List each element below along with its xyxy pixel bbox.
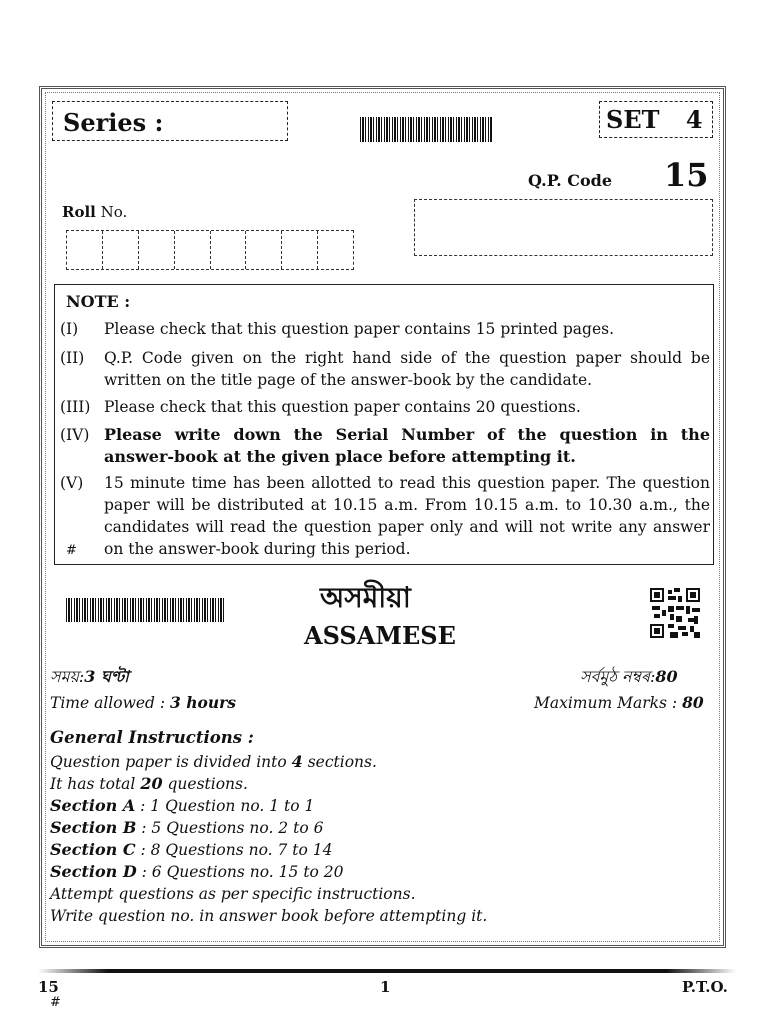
section-line <box>50 818 323 837</box>
set-label: SET 4 <box>606 105 703 134</box>
roll-no-label <box>62 203 127 221</box>
maximum-marks <box>534 693 704 712</box>
roll-digit-box[interactable] <box>211 231 247 269</box>
section-name: Section B <box>50 818 137 837</box>
note-item <box>60 396 710 418</box>
series-label: Series : <box>63 108 164 137</box>
instruction-line: Attempt questions as per specific instructions. <box>50 885 416 903</box>
roll-digit-box[interactable] <box>139 231 175 269</box>
set-box <box>599 101 713 138</box>
pto-label: P.T.O. <box>682 978 728 996</box>
time-allowed-label: Time allowed : <box>50 694 166 712</box>
roll-digit-box[interactable] <box>103 231 139 269</box>
time-script-label <box>50 664 129 691</box>
instruction-number: 4 <box>291 752 303 771</box>
section-name: Section D <box>50 862 137 881</box>
roll-no-boxes[interactable] <box>66 230 354 270</box>
note-item <box>60 472 710 560</box>
subject-title-english: ASSAMESE <box>304 621 456 650</box>
time-script-value: 3 ঘণ্টা <box>84 667 129 686</box>
roll-label-rest: No. <box>95 203 128 221</box>
marks-script-key: সৰ্বমুঠ নম্বৰ: <box>580 667 656 686</box>
note-item-text: Q.P. Code given on the right hand side of the question paper should be written on the title page of the answer-book by the candidate. <box>104 349 710 389</box>
time-allowed-value: 3 hours <box>170 693 236 712</box>
footer-rule <box>38 969 736 973</box>
qr-code-icon <box>650 588 700 638</box>
qp-code-value: 15 <box>664 156 709 194</box>
section-desc: : 1 Question no. 1 to 1 <box>135 797 315 815</box>
section-name: Section C <box>50 840 136 859</box>
max-marks-value: 80 <box>682 693 704 712</box>
note-title: NOTE : <box>66 292 131 311</box>
time-allowed <box>50 693 236 712</box>
instruction-number: 20 <box>140 774 163 793</box>
footer-hash-mark: # <box>50 995 61 1010</box>
roll-digit-box[interactable] <box>246 231 282 269</box>
note-item-number: (III) <box>60 398 91 416</box>
note-item-text: Please check that this question paper contains 20 questions. <box>104 398 581 416</box>
marks-script-label <box>580 664 678 691</box>
note-item <box>60 318 710 340</box>
page-number: 1 <box>380 978 391 996</box>
note-item-text: Please write down the Serial Number of the question in the answer-book at the given place before attempting it. <box>104 425 710 466</box>
top-barcode <box>360 117 493 142</box>
subject-title-script: অসমীয়া <box>320 581 411 614</box>
roll-digit-box[interactable] <box>282 231 318 269</box>
roll-label-bold: Roll <box>62 203 96 221</box>
marks-script-value: 80 <box>655 667 678 686</box>
series-box <box>52 101 288 141</box>
roll-digit-box[interactable] <box>318 231 353 269</box>
section-desc: : 5 Questions no. 2 to 6 <box>136 819 324 837</box>
footer-code: 15 <box>38 978 59 996</box>
note-hash-mark: # <box>66 543 77 558</box>
max-marks-label: Maximum Marks : <box>534 694 678 712</box>
instruction-text: questions. <box>162 775 248 793</box>
roll-digit-box[interactable] <box>175 231 211 269</box>
instruction-line: Write question no. in answer book before attempting it. <box>50 907 488 925</box>
roll-digit-box[interactable] <box>67 231 103 269</box>
note-item-number: (II) <box>60 349 85 367</box>
subject-barcode <box>66 598 226 622</box>
general-instructions-title: General Instructions : <box>50 728 254 747</box>
time-script-key: সময়: <box>50 667 85 686</box>
instruction-text: It has total <box>50 775 141 793</box>
section-desc: : 8 Questions no. 7 to 14 <box>135 841 333 859</box>
note-item <box>60 347 710 391</box>
qp-code-label: Q.P. Code <box>528 171 613 190</box>
note-item-text: Please check that this question paper contains 15 printed pages. <box>104 320 615 338</box>
instruction-line <box>50 752 377 771</box>
instruction-line <box>50 774 248 793</box>
section-line <box>50 840 333 859</box>
note-item-number: (V) <box>60 474 84 492</box>
note-item-number: (IV) <box>60 426 90 444</box>
code-entry-box[interactable] <box>414 199 713 256</box>
note-item-text: 15 minute time has been allotted to read this question paper. The question paper will be distributed at 10.15 a.m. From 10.15 a.m. to 10.30 a.m., the candidates will read the question paper only and will not write any answer on the answer-book during this period. <box>104 474 710 558</box>
section-desc: : 6 Questions no. 15 to 20 <box>136 863 344 881</box>
section-name: Section A <box>50 796 136 815</box>
section-line <box>50 796 314 815</box>
section-line <box>50 862 344 881</box>
note-item <box>60 424 710 468</box>
instruction-text: Question paper is divided into <box>50 753 292 771</box>
note-item-number: (I) <box>60 320 79 338</box>
instruction-text: sections. <box>302 753 377 771</box>
